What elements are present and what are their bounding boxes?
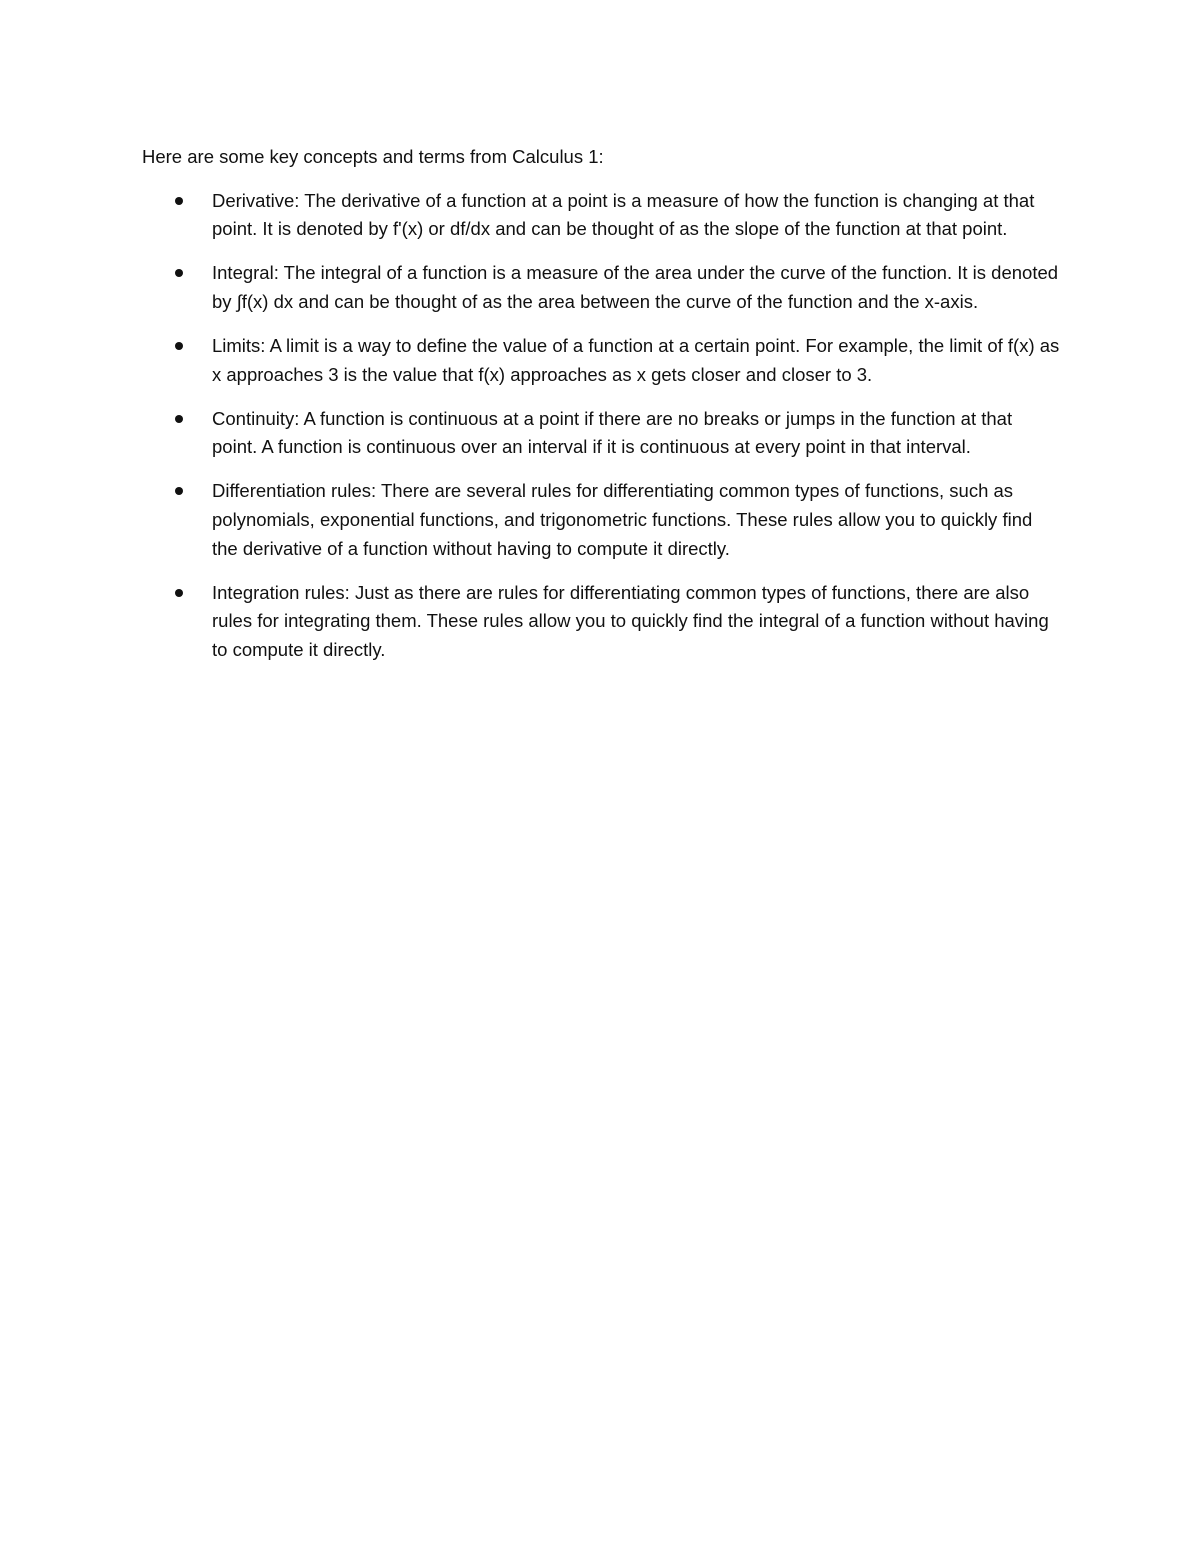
bullet-icon (175, 342, 183, 350)
list-item-limits (142, 332, 1062, 389)
intro-paragraph: Here are some key concepts and terms from Calculus 1: (142, 146, 604, 167)
concept-list (142, 187, 1062, 665)
list-item-derivative (142, 187, 1062, 244)
document-body (142, 143, 1062, 680)
concept-text: Differentiation rules: There are several rules for differentiating common types of functions, such as polynomials, exponential functions, and trigonometric functions. These rules allow you to quickly find the derivative of a function without having to compute it directly. (212, 480, 1033, 559)
list-item-integral (142, 259, 1062, 316)
list-item-integration-rules (142, 579, 1062, 665)
concept-text: Integration rules: Just as there are rules for differentiating common types of functions, there are also rules for integrating them. These rules allow you to quickly find the integral of a function without having to compute it directly. (212, 581, 1049, 660)
concept-text: Integral: The integral of a function is a measure of the area under the curve of the function. It is denoted by ∫f(x) dx and can be thought of as the area between the curve of the function and the x-axis. (212, 262, 1059, 312)
bullet-icon (175, 589, 183, 597)
bullet-icon (175, 415, 183, 423)
bullet-icon (175, 269, 183, 277)
bullet-icon (175, 487, 183, 495)
bullet-icon (175, 197, 183, 205)
list-item-continuity (142, 405, 1062, 462)
concept-text: Derivative: The derivative of a function at a point is a measure of how the function is changing at that point. It is denoted by f'(x) or df/dx and can be thought of as the slope of the function at that point. (212, 189, 1035, 240)
concept-text: Continuity: A function is continuous at a point if there are no breaks or jumps in the function at that point. A function is continuous over an interval if it is continuous at every point in that interval. (212, 407, 1013, 458)
concept-text: Limits: A limit is a way to define the value of a function at a certain point. For example, the limit of f(x) as x approaches 3 is the value that f(x) approaches as x gets closer and closer to 3. (212, 334, 1060, 385)
list-item-differentiation-rules (142, 477, 1062, 563)
